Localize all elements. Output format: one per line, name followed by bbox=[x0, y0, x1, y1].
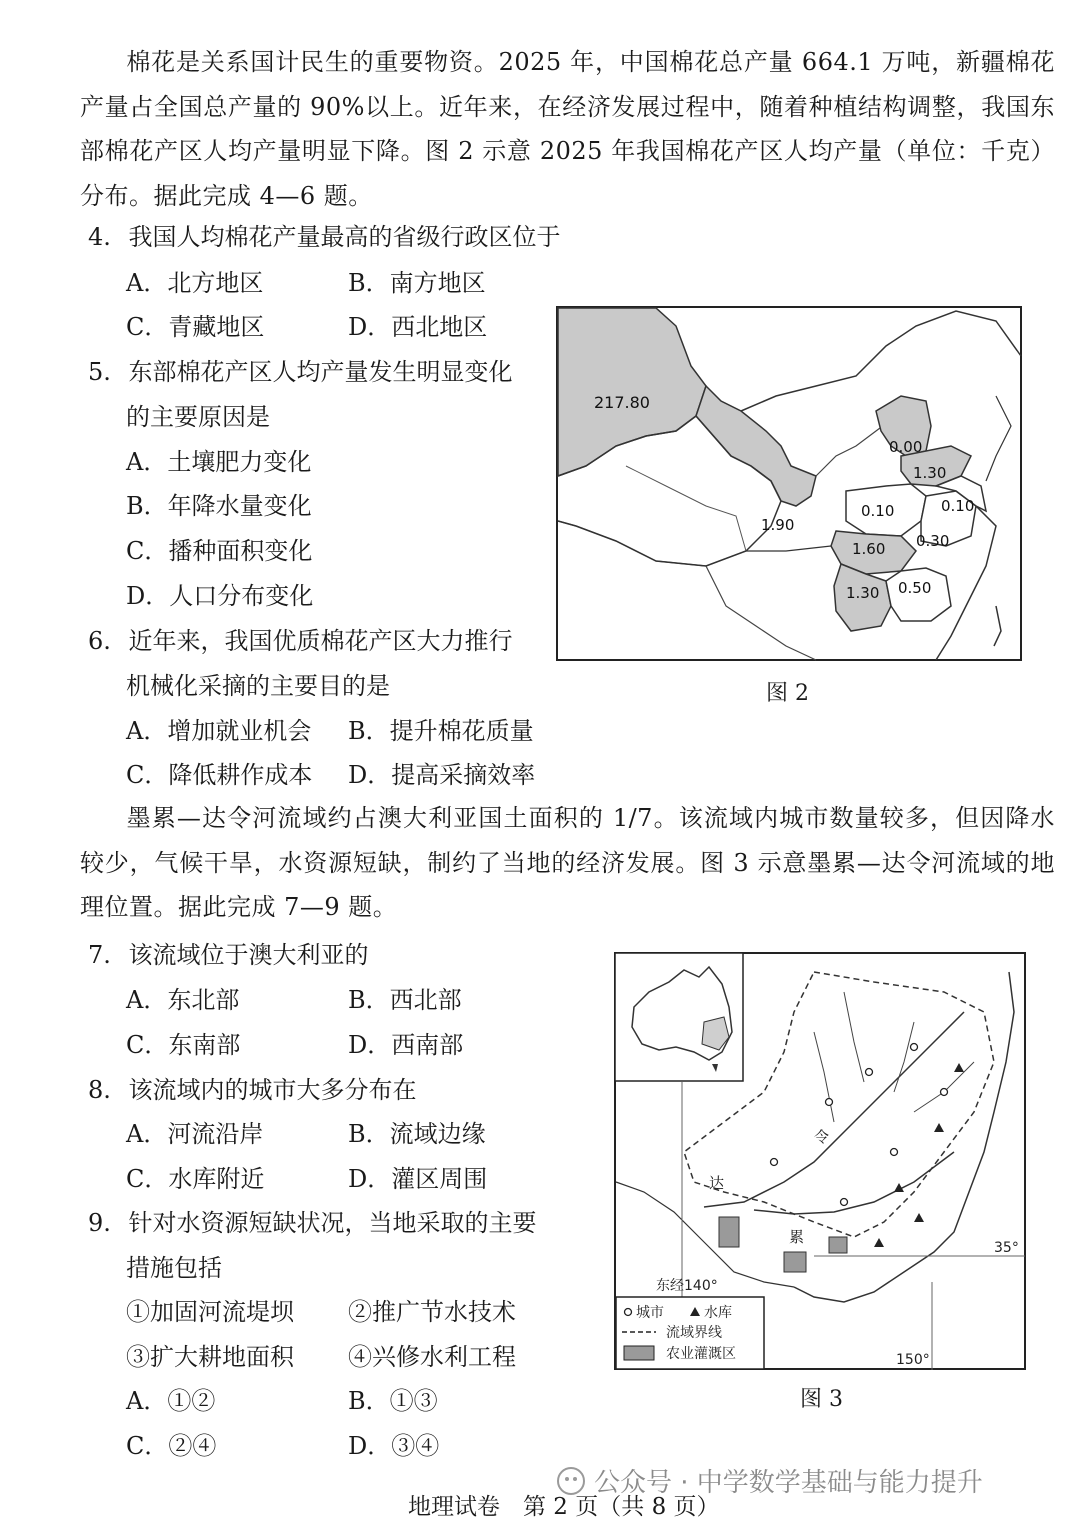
legend-boundary-label: 流域界线 bbox=[666, 1325, 722, 1341]
map-label: 217.80 bbox=[594, 393, 650, 412]
map-label: 0.30 bbox=[916, 532, 950, 550]
map-label: 1.90 bbox=[761, 516, 795, 534]
intro-text-cotton: 棉花是关系国计民生的重要物资。2025 年，中国棉花总产量 664.1 万吨，新疆棉花产量占全国总产量的 90%以上。近年来，在经济发展过程中，随着种植结构调整，我国东部棉花产区人均产量明显下降。图 2 示意 2025 年我国棉花产区人均产量（单位：千克）分布。据此完成 4—6 题。 bbox=[80, 48, 1055, 210]
question-stem: 我国人均棉花产量最高的省级行政区位于 bbox=[128, 223, 561, 251]
q9-statement-2: ②推广节水技术 bbox=[348, 1298, 516, 1326]
figure-3-murray-darling-map bbox=[614, 952, 1026, 1370]
question-number: 4. bbox=[88, 223, 111, 251]
legend-irrigation-icon bbox=[624, 1346, 654, 1360]
map-char: 令 bbox=[814, 1128, 830, 1146]
legend-city-label: 城市 bbox=[636, 1305, 664, 1321]
question-9-stem-line2: 措施包括 bbox=[126, 1254, 222, 1282]
city-marker bbox=[841, 1199, 848, 1206]
question-4 bbox=[88, 222, 561, 252]
question-stem: 针对水资源短缺状况，当地采取的主要 bbox=[128, 1209, 537, 1237]
q5-option-c[interactable]: C．播种面积变化 bbox=[126, 537, 313, 565]
legend-city-icon bbox=[625, 1309, 632, 1316]
q4-option-d[interactable]: D．西北地区 bbox=[348, 313, 488, 341]
q9-option-a[interactable]: A．①② bbox=[126, 1387, 216, 1415]
question-stem: 近年来，我国优质棉花产区大力推行 bbox=[128, 627, 513, 655]
map-char: 达 bbox=[709, 1174, 725, 1192]
lon-140-label: 东经140° bbox=[656, 1278, 718, 1294]
map-label: 0.00 bbox=[889, 438, 923, 456]
q8-option-b[interactable]: B．流域边缘 bbox=[348, 1120, 486, 1148]
watermark-text: 公众号 · 中学数学基础与能力提升 bbox=[594, 1468, 983, 1498]
q7-option-a[interactable]: A．东北部 bbox=[126, 986, 240, 1014]
question-number: 5. bbox=[88, 358, 111, 386]
q4-option-a[interactable]: A．北方地区 bbox=[126, 269, 264, 297]
map-char: 累 bbox=[789, 1228, 805, 1246]
question-5-stem-line2: 的主要原因是 bbox=[126, 403, 270, 431]
question-8 bbox=[88, 1075, 417, 1105]
intro-text-murray: 墨累—达令河流域约占澳大利亚国土面积的 1/7。该流域内城市数量较多，但因降水较少，气候干旱，水资源短缺，制约了当地的经济发展。图 3 示意墨累—达令河流域的地理位置。据此完成 7—9 题。 bbox=[80, 804, 1055, 921]
figure-3-caption: 图 3 bbox=[800, 1387, 843, 1412]
irrigation-area bbox=[829, 1237, 847, 1253]
question-number: 6. bbox=[88, 627, 111, 655]
intro-paragraph-cotton bbox=[80, 40, 1055, 218]
q6-option-c[interactable]: C．降低耕作成本 bbox=[126, 761, 313, 789]
question-6 bbox=[88, 626, 513, 656]
q6-option-a[interactable]: A．增加就业机会 bbox=[126, 717, 312, 745]
legend-irrigation-label: 农业灌溉区 bbox=[666, 1346, 736, 1362]
irrigation-area bbox=[784, 1252, 806, 1272]
lon-150-label: 150° bbox=[896, 1352, 930, 1368]
figure-2-caption: 图 2 bbox=[766, 681, 809, 706]
q5-option-a[interactable]: A．土壤肥力变化 bbox=[126, 448, 312, 476]
city-marker bbox=[771, 1159, 778, 1166]
q9-option-d[interactable]: D．③④ bbox=[348, 1432, 440, 1460]
q9-statement-1: ①加固河流堤坝 bbox=[126, 1298, 294, 1326]
map-label: 1.30 bbox=[913, 464, 947, 482]
map-label: 0.10 bbox=[941, 497, 975, 515]
legend-reservoir-label: 水库 bbox=[704, 1305, 732, 1321]
q5-option-d[interactable]: D．人口分布变化 bbox=[126, 582, 314, 610]
q9-option-b[interactable]: B．①③ bbox=[348, 1387, 438, 1415]
q4-option-c[interactable]: C．青藏地区 bbox=[126, 313, 265, 341]
city-marker bbox=[941, 1089, 948, 1096]
page-footer: 地理试卷 第 2 页（共 8 页） bbox=[408, 1494, 720, 1520]
map-label: 0.50 bbox=[898, 579, 932, 597]
question-number: 9. bbox=[88, 1209, 111, 1237]
question-5 bbox=[88, 357, 513, 387]
city-marker bbox=[911, 1044, 918, 1051]
map-label: 1.60 bbox=[852, 540, 886, 558]
map-label: 0.10 bbox=[861, 502, 895, 520]
q6-option-d[interactable]: D．提高采摘效率 bbox=[348, 761, 536, 789]
city-marker bbox=[891, 1149, 898, 1156]
figure-2-china-cotton-map bbox=[556, 306, 1022, 661]
q7-option-d[interactable]: D．西南部 bbox=[348, 1031, 464, 1059]
question-7 bbox=[88, 940, 369, 970]
lat-35-label: 35° bbox=[994, 1240, 1019, 1256]
q9-option-c[interactable]: C．②④ bbox=[126, 1432, 217, 1460]
q8-option-a[interactable]: A．河流沿岸 bbox=[126, 1120, 264, 1148]
question-6-stem-line2: 机械化采摘的主要目的是 bbox=[126, 672, 390, 700]
q9-statement-4: ④兴修水利工程 bbox=[348, 1343, 516, 1371]
city-marker bbox=[866, 1069, 873, 1076]
q7-option-b[interactable]: B．西北部 bbox=[348, 986, 462, 1014]
q7-option-c[interactable]: C．东南部 bbox=[126, 1031, 241, 1059]
map-label: 1.30 bbox=[846, 584, 880, 602]
irrigation-area bbox=[719, 1217, 739, 1247]
question-9 bbox=[88, 1208, 537, 1238]
question-number: 7. bbox=[88, 941, 111, 969]
q5-option-b[interactable]: B．年降水量变化 bbox=[126, 492, 312, 520]
q4-option-b[interactable]: B．南方地区 bbox=[348, 269, 486, 297]
intro-paragraph-murray bbox=[80, 796, 1055, 930]
question-number: 8. bbox=[88, 1076, 111, 1104]
q8-option-c[interactable]: C．水库附近 bbox=[126, 1165, 265, 1193]
question-stem: 该流域位于澳大利亚的 bbox=[128, 941, 369, 969]
q8-option-d[interactable]: D．灌区周围 bbox=[348, 1165, 488, 1193]
question-stem: 东部棉花产区人均产量发生明显变化 bbox=[128, 358, 513, 386]
question-stem: 该流域内的城市大多分布在 bbox=[128, 1076, 417, 1104]
city-marker bbox=[826, 1099, 833, 1106]
q9-statement-3: ③扩大耕地面积 bbox=[126, 1343, 294, 1371]
q6-option-b[interactable]: B．提升棉花质量 bbox=[348, 717, 534, 745]
